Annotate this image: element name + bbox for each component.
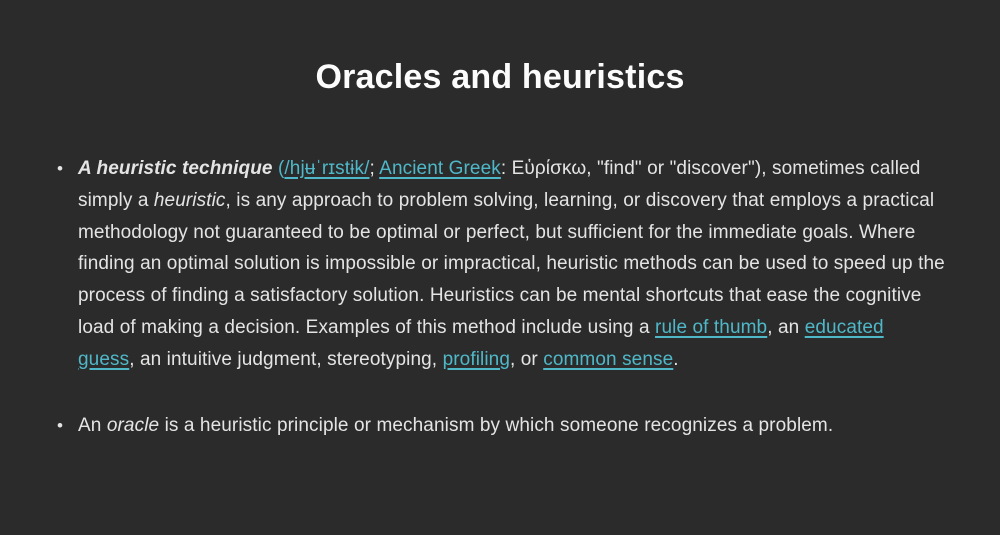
body-text: : Εὑρίσκω, "find" or "discover"), sometimes called simply a [78, 158, 921, 211]
term-heuristic: heuristic [153, 189, 226, 211]
bullet-marker: • [57, 159, 63, 178]
body-text: , an intuitive judgment, stereotyping, [129, 348, 443, 370]
body-text: , an [767, 316, 805, 338]
page-title: Oracles and heuristics [315, 58, 685, 96]
body-text: , is any approach to problem solving, learning, or discovery that employs a practical methodology not guaranteed to be optimal or perfect, but sufficient for the immediate goals. Where finding an optimal solution is impossible or impractical, heuristic methods can be used to speed up the process of finding a satisfactory solution. Heuristics can be mental shortcuts that ease the cognitive load of making a decision. Examples of this method include using a [78, 189, 945, 338]
bullet-1-paragraph [78, 153, 945, 376]
term-oracle: oracle [106, 414, 160, 436]
profiling-link[interactable]: profiling [442, 348, 510, 370]
term-heuristic-technique: A heuristic technique [78, 158, 273, 179]
ancient-greek-link[interactable]: Ancient Greek [379, 158, 501, 179]
open-paren: ( [272, 158, 285, 179]
body-text: An [78, 414, 107, 436]
common-sense-link[interactable]: common sense [543, 348, 674, 370]
educated-guess-link[interactable]: educated guess [78, 316, 884, 370]
body-text: is a heuristic principle or mechanism by which someone recognizes a problem. [159, 414, 834, 436]
list-item [57, 153, 945, 376]
rule-of-thumb-link[interactable]: rule of thumb [655, 316, 768, 338]
pronunciation-link[interactable]: /hjʉˈrɪstɨk/ [284, 158, 370, 179]
body-text: , or [510, 348, 544, 370]
bullet-2-paragraph [78, 410, 945, 442]
body-text: . [673, 348, 679, 370]
bullet-list [57, 153, 945, 441]
separator-text: ; [369, 158, 380, 179]
list-item [57, 410, 945, 442]
bullet-marker: • [57, 415, 63, 435]
